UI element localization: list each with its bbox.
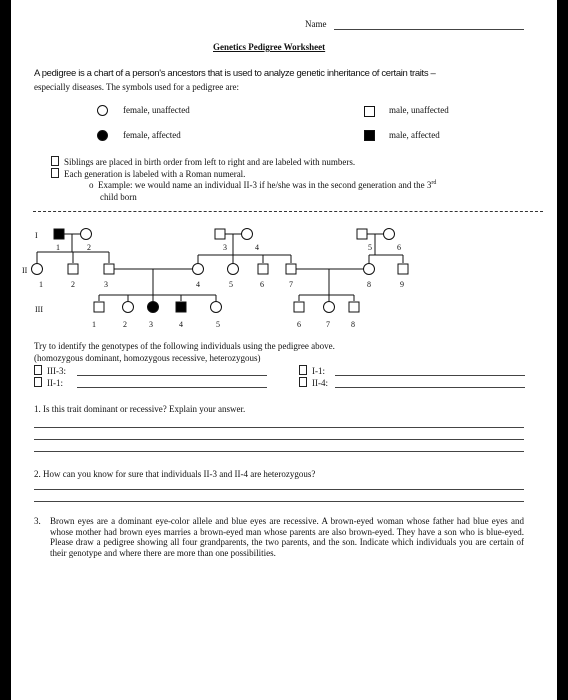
rule-generation: Each generation is labeled with a Roman numeral. — [51, 168, 245, 179]
pedigree-male-II-2 — [68, 264, 78, 274]
label-II-4: 4 — [196, 280, 200, 289]
male-affected-symbol — [364, 130, 375, 141]
dashed-divider-top — [33, 211, 543, 212]
label-I-2: 2 — [87, 243, 91, 252]
checkbox-icon — [34, 377, 42, 387]
label-II-3: 3 — [104, 280, 108, 289]
pedigree-female-II-4 — [193, 264, 204, 275]
pedigree-male-III-8 — [349, 302, 359, 312]
q2-answer-line-1[interactable] — [34, 489, 524, 490]
label-II-6: 6 — [260, 280, 264, 289]
female-unaffected-symbol — [97, 105, 108, 116]
q1-answer-line-3[interactable] — [34, 451, 524, 452]
legend-female-affected: female, affected — [123, 130, 181, 140]
pedigree-male-III-4-affected — [176, 302, 186, 312]
pedigree-male-III-6 — [294, 302, 304, 312]
worksheet-title: Genetics Pedigree Worksheet — [213, 42, 326, 52]
label-III-5: 5 — [216, 320, 220, 329]
label-III-6: 6 — [297, 320, 301, 329]
left-black-border — [0, 0, 11, 700]
bullet-box-icon — [51, 168, 59, 178]
label-II-8: 8 — [367, 280, 371, 289]
genotype-i1-label: I-1: — [299, 365, 325, 376]
legend-male-unaffected: male, unaffected — [389, 105, 449, 115]
question-2: 2. How can you know for sure that individuals II-3 and II-4 are heterozygous? — [34, 469, 316, 479]
intro-line-2: especially diseases. The symbols used for a pedigree are: — [34, 82, 240, 92]
question-1: 1. Is this trait dominant or recessive? Explain your answer. — [34, 404, 246, 414]
label-III-7: 7 — [326, 320, 330, 329]
pedigree-female-I-2 — [81, 229, 92, 240]
checkbox-icon — [34, 365, 42, 375]
name-label: Name — [305, 19, 327, 29]
pedigree-female-III-2 — [123, 302, 134, 313]
label-II-2: 2 — [71, 280, 75, 289]
pedigree-female-II-1 — [32, 264, 43, 275]
q1-answer-line-2[interactable] — [34, 439, 524, 440]
genotype-ii4-label: II-4: — [299, 377, 328, 388]
genotype-options: (homozygous dominant, homozygous recessive, heterozygous) — [34, 353, 261, 363]
pedigree-male-I-5 — [357, 229, 367, 239]
pedigree-female-III-7 — [324, 302, 335, 313]
pedigree-male-III-1 — [94, 302, 104, 312]
generation-label-I: I — [35, 231, 38, 240]
male-unaffected-symbol — [364, 106, 375, 117]
label-I-4: 4 — [255, 243, 259, 252]
label-I-6: 6 — [397, 243, 401, 252]
pedigree-female-III-3-affected — [148, 302, 159, 313]
name-field-line[interactable] — [334, 29, 524, 30]
pedigree-female-I-4 — [242, 229, 253, 240]
label-III-2: 2 — [123, 320, 127, 329]
label-I-5: 5 — [368, 243, 372, 252]
pedigree-male-I-3 — [215, 229, 225, 239]
label-III-8: 8 — [351, 320, 355, 329]
pedigree-male-II-7 — [286, 264, 296, 274]
genotype-ii4-answer-line[interactable] — [335, 387, 525, 388]
question-3-number: 3. — [34, 516, 41, 526]
pedigree-chart — [11, 215, 557, 330]
pedigree-male-II-6 — [258, 264, 268, 274]
legend-female-unaffected: female, unaffected — [123, 105, 190, 115]
label-III-3: 3 — [149, 320, 153, 329]
bullet-box-icon — [51, 156, 59, 166]
worksheet-page — [11, 0, 557, 700]
generation-label-III: III — [35, 305, 43, 314]
intro-line-1: A pedigree is a chart of a person's ancestors that is used to analyze genetic inheritance of certain traits – — [34, 68, 436, 79]
label-II-1: 1 — [39, 280, 43, 289]
pedigree-male-I-1 — [54, 229, 64, 239]
q2-answer-line-2[interactable] — [34, 501, 524, 502]
checkbox-icon — [299, 365, 307, 375]
right-black-border — [557, 0, 568, 700]
question-3: Brown eyes are a dominant eye-color allele and blue eyes are recessive. A brown-eyed woman whose father had blue eyes and whose mother had brown eyes marries a brown-eyed man whose parents are also brown-eyed. They have a son who is blue-eyed. Please draw a pedigree showing all four grandparents, the two parents, and the son. Indicate which individuals you are certain of their genotype and where there are more than one possibilities. — [50, 516, 524, 558]
label-II-5: 5 — [229, 280, 233, 289]
pedigree-male-II-3 — [104, 264, 114, 274]
rule-siblings: Siblings are placed in birth order from left to right and are labeled with numbers. — [51, 156, 355, 167]
generation-label-II: II — [22, 266, 28, 275]
label-II-9: 9 — [400, 280, 404, 289]
rule-example: o Example: we would name an individual II-3 if he/she was in the second generation and the 3rd — [89, 180, 437, 190]
label-I-3: 3 — [223, 243, 227, 252]
label-III-1: 1 — [92, 320, 96, 329]
label-I-1: 1 — [56, 243, 60, 252]
pedigree-female-III-5 — [211, 302, 222, 313]
genotype-iii3-label: III-3: — [34, 365, 66, 376]
pedigree-female-II-5 — [228, 264, 239, 275]
pedigree-female-II-8 — [364, 264, 375, 275]
genotype-ii1-label: II-1: — [34, 377, 63, 388]
pedigree-male-II-9 — [398, 264, 408, 274]
genotype-i1-answer-line[interactable] — [335, 375, 525, 376]
pedigree-female-I-6 — [384, 229, 395, 240]
female-affected-symbol — [97, 130, 108, 141]
genotype-intro: Try to identify the genotypes of the following individuals using the pedigree above. — [34, 341, 335, 351]
q1-answer-line-1[interactable] — [34, 427, 524, 428]
label-II-7: 7 — [289, 280, 293, 289]
legend-male-affected: male, affected — [389, 130, 440, 140]
checkbox-icon — [299, 377, 307, 387]
rule-example-cont: child born — [100, 192, 137, 202]
genotype-iii3-answer-line[interactable] — [77, 375, 267, 376]
label-III-4: 4 — [179, 320, 183, 329]
genotype-ii1-answer-line[interactable] — [77, 387, 267, 388]
